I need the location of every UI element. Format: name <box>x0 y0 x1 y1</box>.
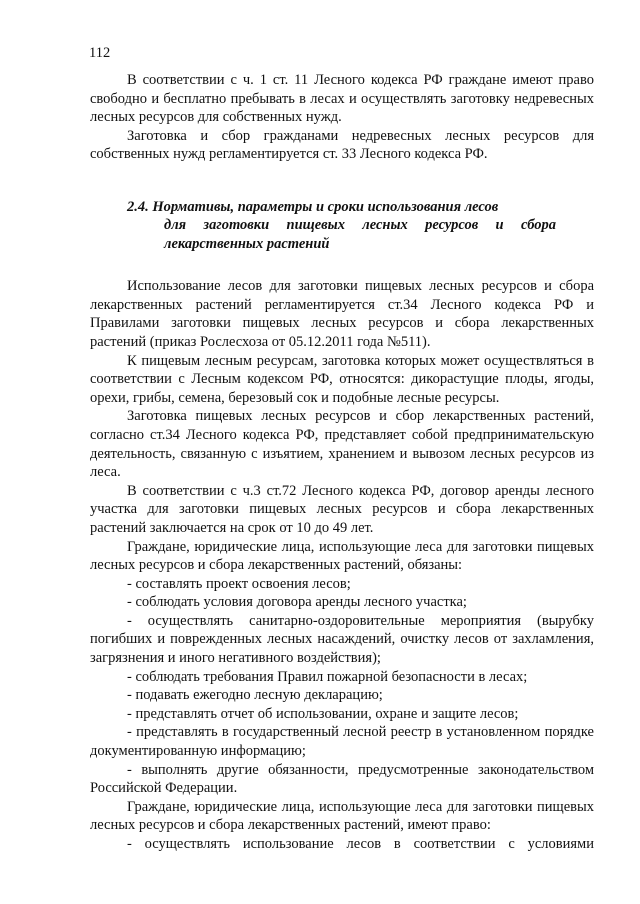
list-item: - составлять проект освоения лесов; <box>127 575 351 592</box>
list-item: - соблюдать требования Правил пожарной безопасности в лесах; <box>127 668 528 685</box>
list-item: - представлять в государственный лесной реестр в установленном порядке документированную информацию; <box>90 724 594 760</box>
list-item: - подавать ежегодно лесную декларацию; <box>127 687 383 704</box>
section-heading-line: 2.4. Нормативы, параметры и сроки использования лесов <box>127 198 499 215</box>
paragraph: К пищевым лесным ресурсам, заготовка которых может осуществляться в соответствии с Лесным кодексом РФ, относятся: дикорастущие плоды, ягоды, орехи, грибы, семена, березовый сок и подобные лесные ресурсы. <box>90 352 594 406</box>
list-item: - осуществлять санитарно-оздоровительные мероприятия (вырубку погибших и поврежденных лесных насаждений, очистку лесов от захламления, загрязнения и иного негативного воздействия); <box>90 612 594 667</box>
page-number: 112 <box>89 45 111 61</box>
section-heading <box>90 198 594 253</box>
section-heading-line: лекарственных растений <box>164 235 330 252</box>
document-body <box>90 71 594 854</box>
list-item: - представлять отчет об использовании, охране и защите лесов; <box>127 705 519 722</box>
paragraph: В соответствии с ч.3 ст.72 Лесного кодекса РФ, договор аренды лесного участка для заготовки пищевых лесных ресурсов и сбора лекарственных растений заключается на срок от 10 до 49 лет. <box>90 482 594 536</box>
list-item: - соблюдать условия договора аренды лесного участка; <box>127 594 467 611</box>
paragraph: Заготовка пищевых лесных ресурсов и сбор лекарственных растений, согласно ст.34 Лесного кодекса РФ, представляет собой предпринимательскую деятельность, связанную с изъятием, хранением и вывозом лесных ресурсов из леса. <box>90 408 594 481</box>
list-item: - осуществлять использование лесов в соответствии с условиями <box>127 836 594 852</box>
paragraph: Заготовка и сбор гражданами недревесных лесных ресурсов для собственных нужд регламентируется ст. 33 Лесного кодекса РФ. <box>90 127 594 163</box>
paragraph: Граждане, юридические лица, использующие леса для заготовки пищевых лесных ресурсов и сбора лекарственных растений, обязаны: <box>90 538 594 574</box>
section-heading-line: для заготовки пищевых лесных ресурсов и сбора <box>164 217 556 234</box>
paragraph: Использование лесов для заготовки пищевых лесных ресурсов и сбора лекарственных растений регламентируется ст.34 Лесного кодекса РФ и Правилами заготовки пищевых лесных ресурсов и сбора лекарственных растений (приказ Рослесхоза от 05.12.2011 года №511). <box>90 278 594 350</box>
list-item: - выполнять другие обязанности, предусмотренные законодательством Российской Федерации. <box>90 761 594 797</box>
paragraph: В соответствии с ч. 1 ст. 11 Лесного кодекса РФ граждане имеют право свободно и бесплатно пребывать в лесах и осуществлять заготовку недревесных лесных ресурсов для собственных нужд. <box>90 72 594 126</box>
paragraph: Граждане, юридические лица, использующие леса для заготовки пищевых лесных ресурсов и сбора лекарственных растений, имеют право: <box>90 798 594 834</box>
